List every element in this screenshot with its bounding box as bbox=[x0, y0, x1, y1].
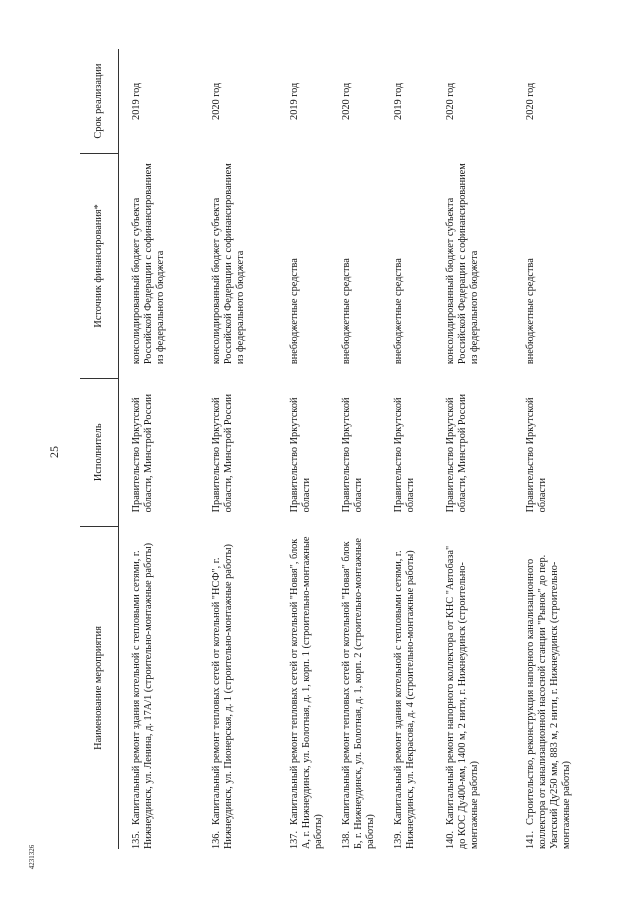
measures-table bbox=[80, 49, 575, 849]
row-number: 135. bbox=[131, 830, 142, 849]
executor-cell: Правительство Иркутской области bbox=[341, 397, 364, 513]
term-cell: 2020 год bbox=[211, 82, 222, 120]
executor-cell: Правительство Иркутской области, Минстрой России bbox=[131, 394, 154, 513]
row-number: 138. bbox=[341, 830, 352, 849]
source-cell: консолидированный бюджет субъекта Российской Федерации с софинансированием из федерального бюджета bbox=[445, 163, 480, 365]
source-cell: консолидированный бюджет субъекта Российской Федерации с софинансированием из федерального бюджета bbox=[131, 163, 166, 365]
table-row bbox=[391, 49, 443, 849]
page-number: 25 bbox=[47, 446, 61, 458]
measure-name: Капитальный ремонт здания котельной с тепловыми сетями, г. Нижнеудинск, ул. Ленина, д. 17А/1 (строительно-монтажные работы) bbox=[131, 542, 154, 849]
term-cell: 2020 год bbox=[341, 82, 352, 120]
row-number: 137. bbox=[289, 830, 300, 849]
executor-cell: Правительство Иркутской области bbox=[525, 397, 548, 513]
table-row bbox=[287, 49, 339, 849]
source-cell: внебюджетные средства bbox=[525, 258, 536, 365]
row-number: 139. bbox=[393, 830, 404, 849]
table-row bbox=[523, 49, 575, 849]
table-row bbox=[119, 49, 210, 849]
row-number: 141. bbox=[525, 830, 536, 849]
header-term: Срок реализации bbox=[80, 49, 119, 154]
table-row bbox=[443, 49, 523, 849]
header-row bbox=[80, 49, 119, 849]
table-row bbox=[209, 49, 287, 849]
rotated-table-container bbox=[80, 49, 572, 849]
term-cell: 2020 год bbox=[525, 82, 536, 120]
header-source: Источник финансирования* bbox=[80, 154, 119, 379]
table-row bbox=[339, 49, 391, 849]
document-code: 4231326 bbox=[28, 844, 36, 870]
term-cell: 2019 год bbox=[131, 82, 142, 120]
source-cell: внебюджетные средства bbox=[289, 258, 300, 365]
term-cell: 2020 год bbox=[445, 82, 456, 120]
measure-cell bbox=[287, 526, 339, 849]
measure-name: Капитальный ремонт здания котельной с тепловыми сетями, г. Нижнеудинск, ул. Некрасова, д. 4 (строительно-монтажные работы) bbox=[393, 550, 416, 849]
measure-cell bbox=[119, 526, 210, 849]
executor-cell: Правительство Иркутской области bbox=[393, 397, 416, 513]
measure-cell bbox=[209, 526, 287, 849]
executor-cell: Правительство Иркутской области bbox=[289, 397, 312, 513]
measure-cell bbox=[523, 526, 575, 849]
executor-cell: Правительство Иркутской области, Минстрой России bbox=[445, 394, 468, 513]
executor-cell: Правительство Иркутской области, Минстрой России bbox=[211, 394, 234, 513]
measure-cell bbox=[391, 526, 443, 849]
source-cell: внебюджетные средства bbox=[393, 258, 404, 365]
measure-name: Капитальный ремонт тепловых сетей от котельной "Новая" блок Б, г. Нижнеудинск, ул. Болотная, д. 1, корп. 2 (строительно-монтажные работы) bbox=[341, 538, 376, 849]
source-cell: внебюджетные средства bbox=[341, 258, 352, 365]
header-executor: Исполнитель bbox=[80, 378, 119, 526]
measure-cell bbox=[443, 526, 523, 849]
measure-name: Строительство, реконструкция напорного канализационного коллектора от канализационной насосной станции "Рынок" до пер. Уватский Ду250 мм, 883 м, 2 нити, г. Нижнеудинск (строительно-монтажные работы) bbox=[525, 554, 572, 849]
measure-name: Капитальный ремонт тепловых сетей от котельной "НСФ", г. Нижнеудинск, ул. Пионерская, д. 1 (строительно-монтажные работы) bbox=[211, 544, 234, 849]
term-cell: 2019 год bbox=[289, 82, 300, 120]
row-number: 140. bbox=[445, 830, 456, 849]
measure-name: Капитальный ремонт напорного коллектора от КНС "Автобаза" до КОС Ду400-мм, 1400 м, 2 нити, г. Нижнеудинск (строительно-монтажные работы) bbox=[445, 545, 480, 849]
measure-cell bbox=[339, 526, 391, 849]
term-cell: 2019 год bbox=[393, 82, 404, 120]
source-cell: консолидированный бюджет субъекта Российской Федерации с софинансированием из федерального бюджета bbox=[211, 163, 246, 365]
measure-name: Капитальный ремонт тепловых сетей от котельной "Новая", блок А, г. Нижнеудинск, ул. Болотная, д. 1, корп. 1 (строительно-монтажные работы) bbox=[289, 536, 324, 849]
row-number: 136. bbox=[211, 830, 222, 849]
header-name: Наименование мероприятия bbox=[80, 526, 119, 849]
